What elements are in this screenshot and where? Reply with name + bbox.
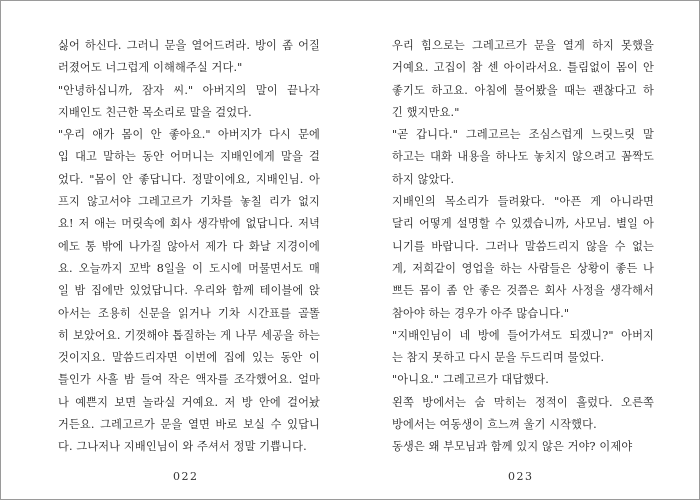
right-page-number: 023 [508,470,534,483]
text-line: 나 예쁜지 보면 놀라실 거예요. 저 방 안에 걸어놨 [58,395,320,409]
text-line: 것이지요. 말씀드리자면 이번에 집에 있는 동안 이 [58,351,320,365]
text-line: 입 대고 말하는 동안 어머니는 지배인에게 말을 걸 [58,150,320,164]
text-line: 요! 저 애는 머릿속에 회사 생각밖에 없답니다. 저녁 [58,217,320,231]
text-line: 게, 저희같이 영업을 하는 사람들은 상황이 좋든 나 [392,261,654,275]
text-line: 싫어 하신다. 그러니 문을 열어드려라. 방이 좀 어질 [58,39,320,52]
text-line: 일 밤 집에만 있었답니다. 우리와 함께 테이블에 앉 [58,284,320,298]
text-line: "안녕하십니까, 잠자 씨." 아버지의 말이 끝나자 [58,83,320,97]
text-line: 쁘든 몸이 좀 안 좋은 것쯤은 회사 사정을 생각해서 [392,284,654,298]
text-line: 요. 오늘까지 꼬박 8일을 이 도시에 머물면서도 매 [58,261,320,275]
text-line: 다. 그나저나 지배인님이 와 주셔서 정말 기쁩니다. [58,440,307,454]
text-line: 하고는 대화 내용을 하나도 놓치지 않으려고 꼼짝도 [392,150,654,164]
right-page-body [392,35,654,459]
right-page [351,1,700,501]
text-line: 거예요. 고집이 참 센 아이라서요. 틀림없이 몸이 안 [392,61,654,75]
left-page-body [58,35,320,459]
text-line: 왼쪽 방에서는 숨 막히는 정적이 흘렀다. 오른쪽 [392,395,654,409]
text-line: 방에서는 여동생이 흐느껴 울기 시작했다. [392,418,597,432]
text-line: 하지 않았다. [392,172,455,186]
text-line: "지배인님이 네 방에 들어가셔도 되겠니?" 아버지 [392,328,654,342]
left-page [1,1,351,501]
text-line: 니기를 바랍니다. 그러나 말씀드리지 않을 수 없는 [392,239,654,253]
text-line: 지배인도 친근한 목소리로 말을 걸었다. [58,105,252,119]
text-line: 에도 통 밖에 나가질 않아서 제가 다 화날 지경이에 [58,239,320,253]
text-line: 긴 했지만요." [392,105,460,119]
text-line: 동생은 왜 부모님과 함께 있지 않은 거야? 이제야 [392,440,633,454]
text-line: 달리 어떻게 설명할 수 있겠습니까, 사모님. 별일 아 [392,217,654,231]
text-line: 아서는 조용히 신문을 읽거나 기차 시간표를 골똘 [58,306,320,320]
text-line: 는 참지 못하고 다시 문을 두드리며 물었다. [392,351,605,365]
text-line: 히 보았어요. 기껏해야 톱질하는 게 나무 세공을 하는 [58,328,320,342]
text-line: 틀인가 사흘 밤 들여 작은 액자를 조각했어요. 얼마 [58,373,320,387]
text-line: "아니요." 그레고르가 대답했다. [392,373,549,387]
text-line: 프지 않고서야 그레고르가 기차를 놓칠 리가 없지 [58,195,320,209]
text-line: 지배인의 목소리가 들려왔다. "아픈 게 아니라면 [392,195,654,209]
left-page-number: 022 [173,470,199,483]
text-line: "곧 갑니다." 그레고르는 조심스럽게 느릿느릿 말 [392,128,654,142]
text-line: 었다. "몸이 안 좋답니다. 정말이에요, 지배인님. 아 [58,172,320,186]
text-line: 참아야 하는 경우가 아주 많습니다." [392,306,570,320]
text-line: 거든요. 그레고르가 문을 열면 바로 보실 수 있답니 [58,418,320,432]
text-line: 좋기도 하고요. 아침에 물어봤을 때는 괜찮다고 하 [392,83,654,97]
text-line: "우리 애가 몸이 안 좋아요." 아버지가 다시 문에 [58,128,320,142]
text-line: 우리 힘으로는 그레고르가 문을 열게 하지 못했을 [392,39,654,52]
text-line: 러졌어도 너그럽게 이해해주실 거다." [58,61,243,75]
